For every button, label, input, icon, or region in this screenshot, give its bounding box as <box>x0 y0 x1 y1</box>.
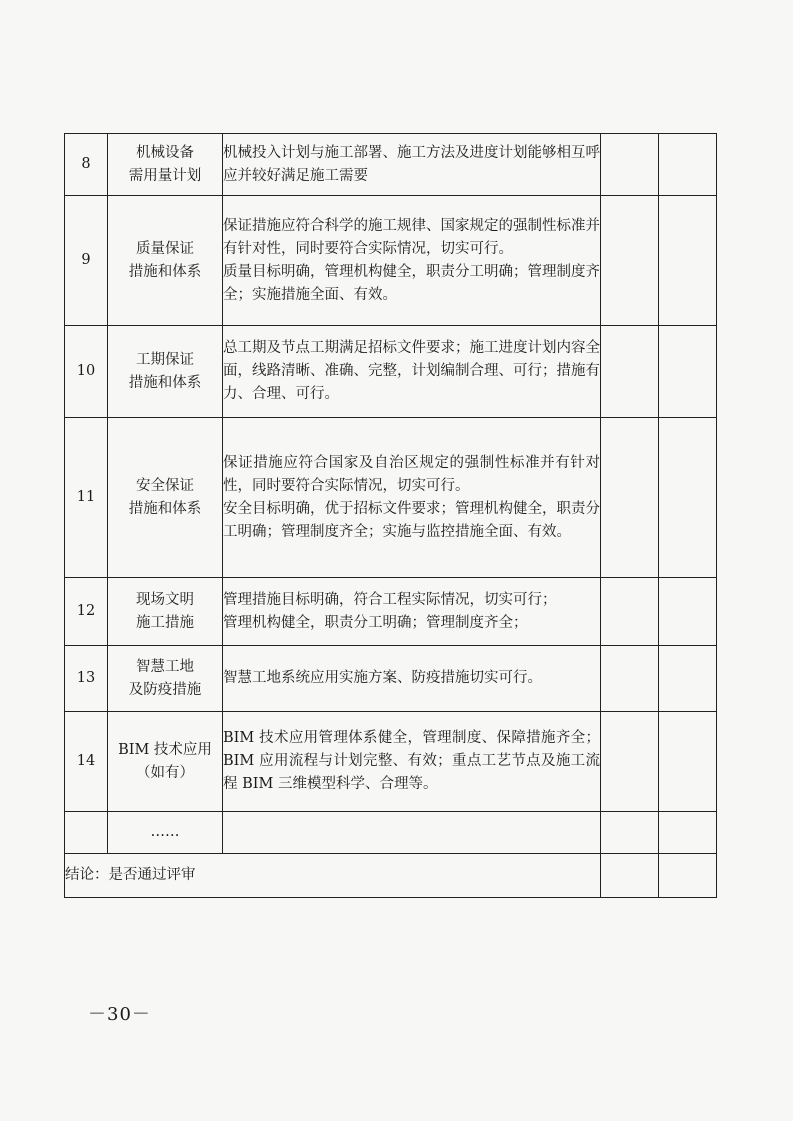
table-row <box>65 418 717 578</box>
row-number <box>65 812 108 854</box>
criteria-paragraph: 安全目标明确，优于招标文件要求；管理机构健全，职责分工明确；管理制度齐全；实施与监控措施全面、有效。 <box>223 500 600 540</box>
review-item-line: （如有） <box>136 764 194 781</box>
review-criteria <box>223 812 601 854</box>
review-item-line: 措施和体系 <box>128 263 202 280</box>
result-cell-b <box>659 854 717 898</box>
row-number: 9 <box>65 196 108 326</box>
row-number: 8 <box>65 134 108 196</box>
review-criteria <box>223 134 601 196</box>
criteria-paragraph: 管理措施目标明确，符合工程实际情况，切实可行； <box>223 591 557 608</box>
row-number: 14 <box>65 712 108 812</box>
row-number: 10 <box>65 326 108 418</box>
criteria-paragraph: 管理机构健全，职责分工明确；管理制度齐全； <box>223 614 528 631</box>
criteria-paragraph: 质量目标明确，管理机构健全，职责分工明确；管理制度齐全；实施措施全面、有效。 <box>223 263 600 303</box>
result-cell-b <box>659 326 717 418</box>
criteria-paragraph: 智慧工地系统应用实施方案、防疫措施切实可行。 <box>223 670 542 686</box>
table-row-ellipsis <box>65 812 717 854</box>
review-criteria <box>223 578 601 646</box>
review-criteria-table <box>64 133 717 898</box>
result-cell-b <box>659 196 717 326</box>
row-number: 13 <box>65 646 108 712</box>
result-cell-a <box>601 812 659 854</box>
result-cell-b <box>659 646 717 712</box>
table-row <box>65 578 717 646</box>
result-cell-b <box>659 812 717 854</box>
review-item: …… <box>108 812 223 854</box>
page-number: －30－ <box>88 1004 151 1025</box>
review-item-line: 智慧工地 <box>136 658 194 675</box>
result-cell-a <box>601 712 659 812</box>
table-row <box>65 712 717 812</box>
table-row <box>65 326 717 418</box>
review-item <box>108 646 223 712</box>
result-cell-a <box>601 578 659 646</box>
review-item <box>108 134 223 196</box>
criteria-paragraph: 总工期及节点工期满足招标文件要求；施工进度计划内容全面，线路清晰、准确、完整，计划编制合理、可行；措施有力、合理、可行。 <box>223 340 600 402</box>
result-cell-a <box>601 196 659 326</box>
review-item-line: 机械设备 <box>136 144 194 161</box>
review-item <box>108 712 223 812</box>
review-item <box>108 326 223 418</box>
result-cell-a <box>601 134 659 196</box>
conclusion-label: 结论：是否通过评审 <box>65 854 601 898</box>
review-item-line: 工期保证 <box>136 351 194 368</box>
row-number: 11 <box>65 418 108 578</box>
result-cell-b <box>659 578 717 646</box>
result-cell-a <box>601 326 659 418</box>
review-item <box>108 578 223 646</box>
review-item-line: 施工措施 <box>136 614 194 631</box>
review-item-line: 措施和体系 <box>128 500 202 517</box>
table-row <box>65 134 717 196</box>
review-item-line: 安全保证 <box>136 477 194 494</box>
review-item <box>108 418 223 578</box>
result-cell-b <box>659 134 717 196</box>
review-criteria <box>223 712 601 812</box>
result-cell-a <box>601 418 659 578</box>
review-item-line: 需用量计划 <box>128 167 202 184</box>
table-row <box>65 196 717 326</box>
result-cell-b <box>659 418 717 578</box>
review-criteria <box>223 646 601 712</box>
criteria-paragraph: 机械投入计划与施工部署、施工方法及进度计划能够相互呼应并较好满足施工需要 <box>223 144 600 184</box>
criteria-paragraph: 保证措施应符合国家及自治区规定的强制性标准并有针对性，同时要符合实际情况，切实可行。 <box>223 454 600 494</box>
table-row-conclusion <box>65 854 717 898</box>
table-row <box>65 646 717 712</box>
review-item-line: 现场文明 <box>136 591 194 608</box>
review-criteria <box>223 418 601 578</box>
review-item-line: 质量保证 <box>136 240 194 257</box>
criteria-paragraph: 保证措施应符合科学的施工规律、国家规定的强制性标准并有针对性，同时要符合实际情况，切实可行。 <box>223 217 600 257</box>
table-body <box>65 134 717 898</box>
result-cell-a <box>601 854 659 898</box>
review-item <box>108 196 223 326</box>
criteria-paragraph: BIM 技术应用管理体系健全，管理制度、保障措施齐全；BIM 应用流程与计划完整、有效；重点工艺节点及施工流程 BIM 三维模型科学、合理等。 <box>223 730 600 792</box>
row-number: 12 <box>65 578 108 646</box>
review-item-line: 及防疫措施 <box>128 681 202 698</box>
review-criteria <box>223 326 601 418</box>
result-cell-a <box>601 646 659 712</box>
review-item-line: 措施和体系 <box>128 374 202 391</box>
review-item-line: BIM 技术应用 <box>118 741 212 758</box>
result-cell-b <box>659 712 717 812</box>
review-criteria <box>223 196 601 326</box>
